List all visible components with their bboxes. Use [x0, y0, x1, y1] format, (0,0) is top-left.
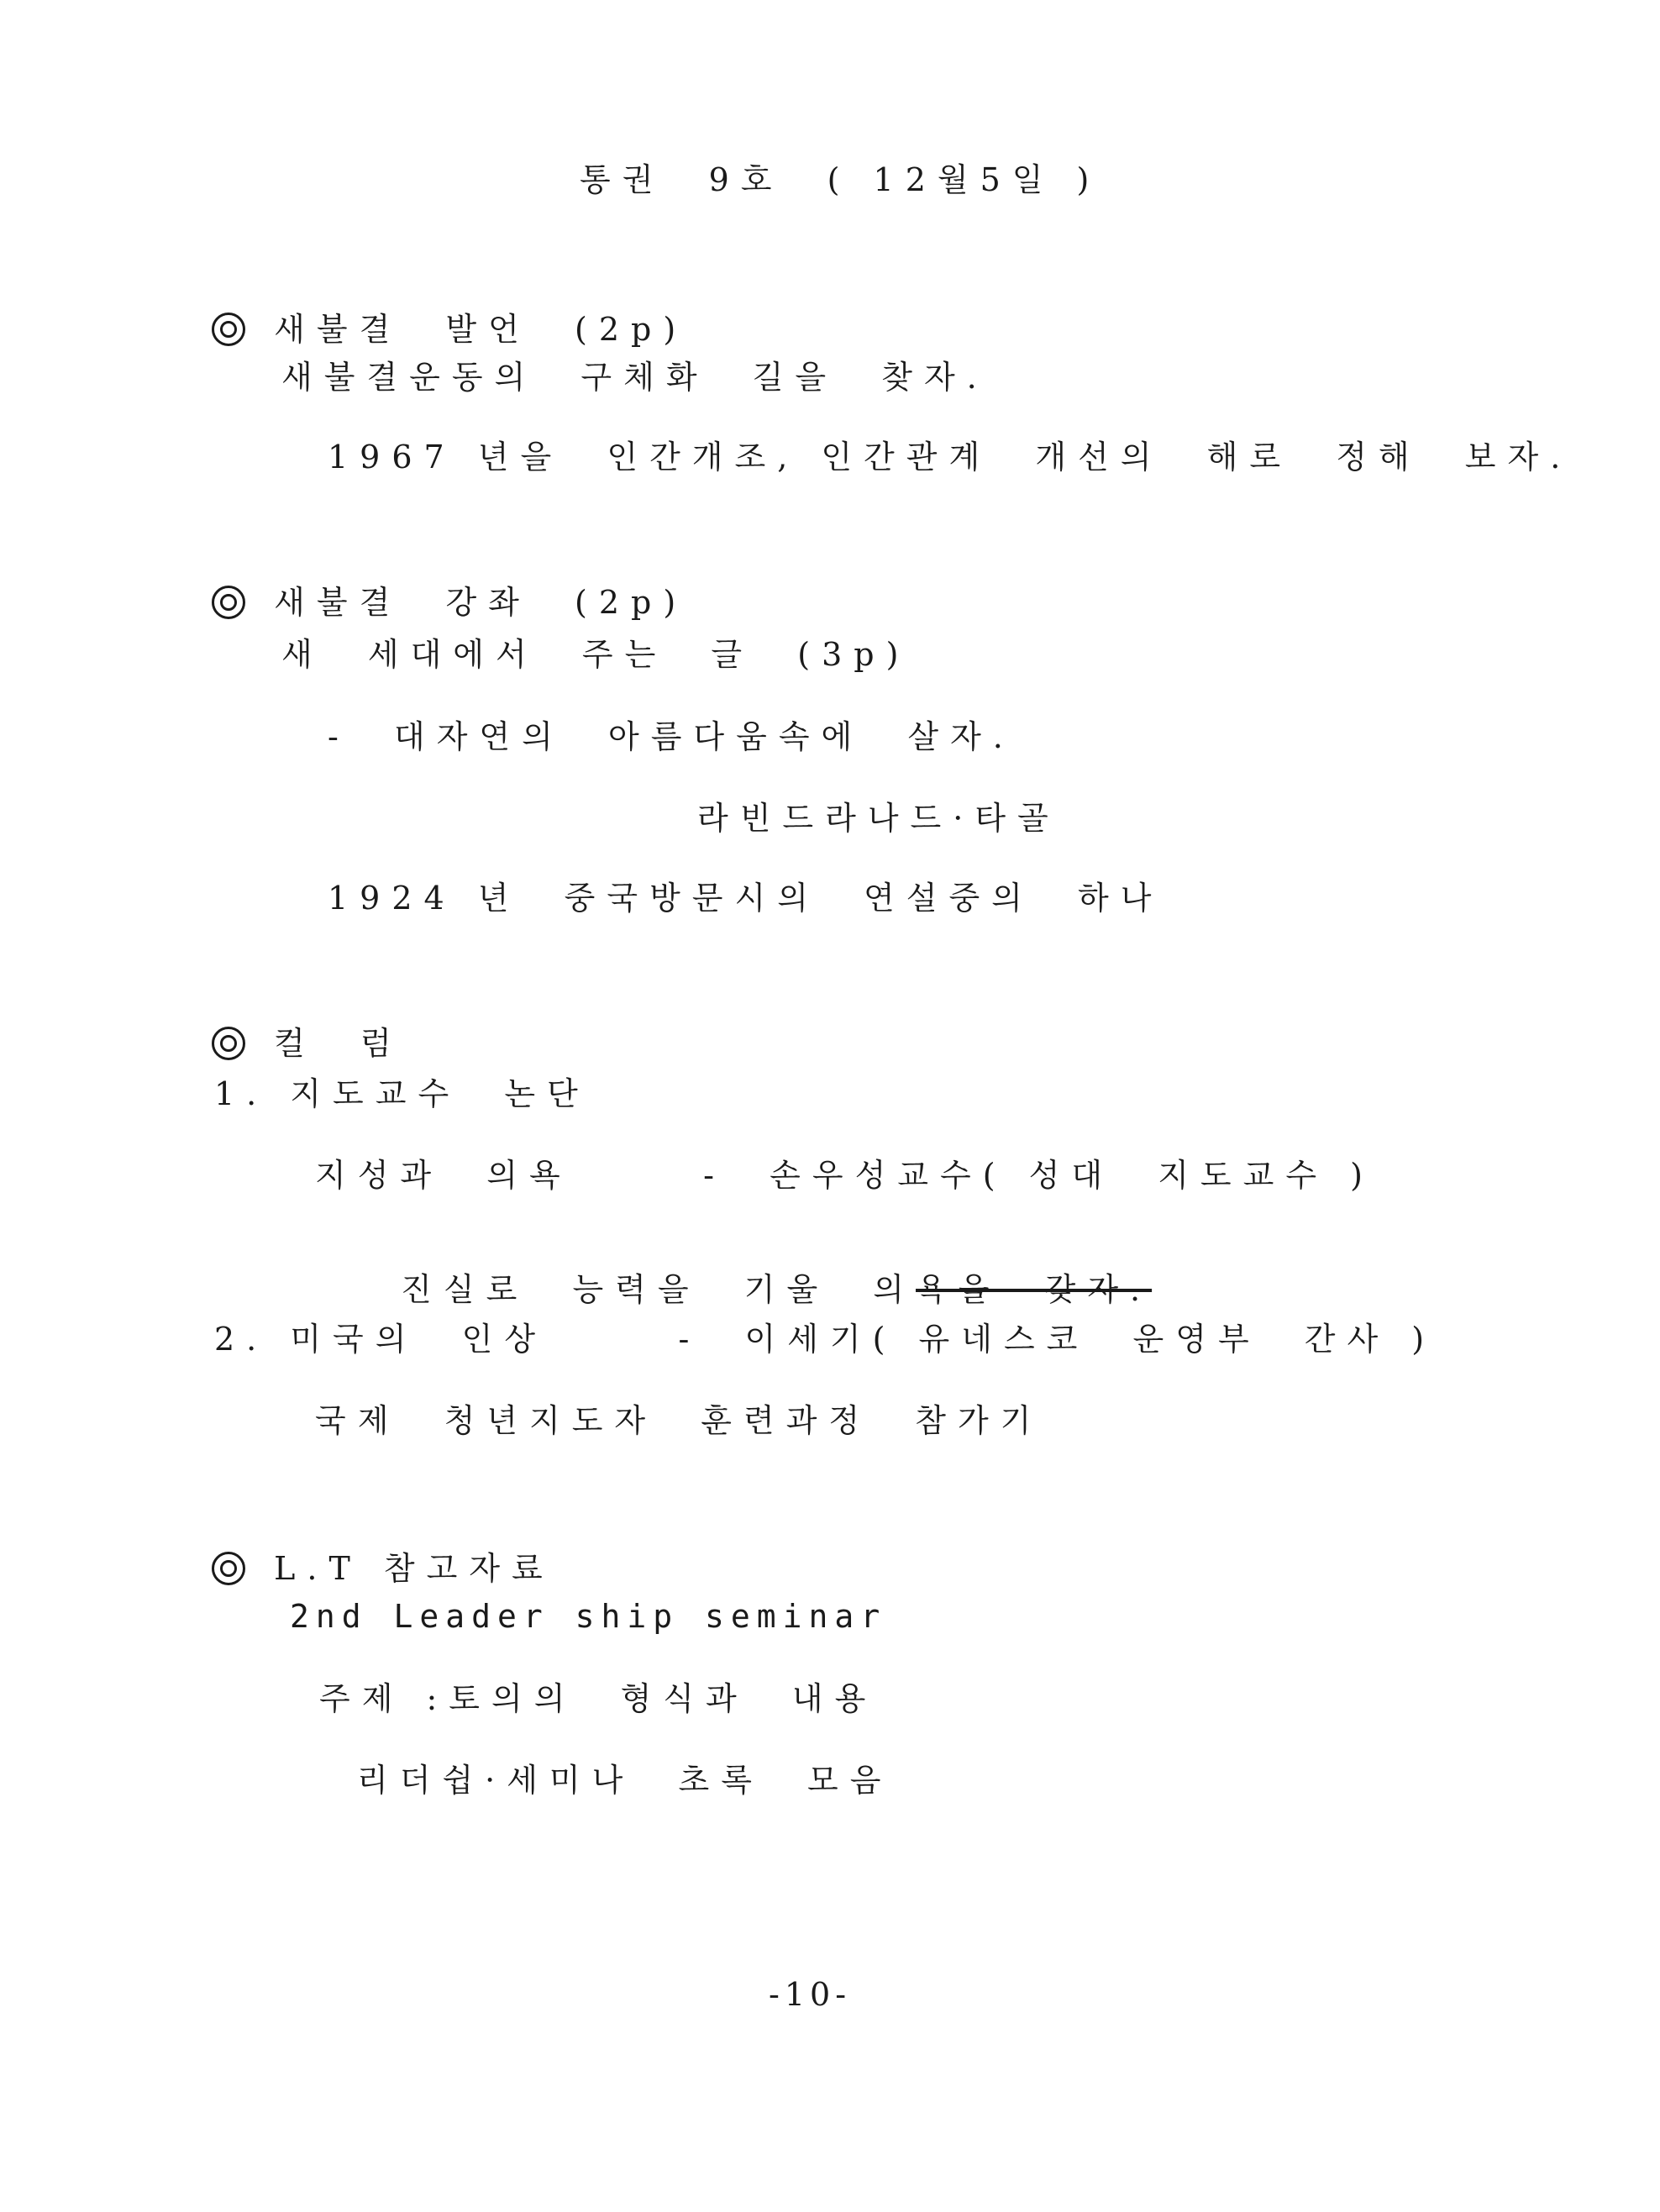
text-line: 2nd Leader ship seminar	[290, 1598, 887, 1635]
author-attribution: 라빈드라나드·타골	[697, 800, 1060, 837]
text-line: 1. 지도교수 논단	[214, 1075, 590, 1112]
text-line	[357, 1242, 1152, 1306]
text-line: 새 세대에서 주는 글 (3p)	[281, 636, 911, 673]
text-line: 새불결운동의 구체화 길을 찾자.	[281, 359, 989, 396]
section-title: 컬 럼	[274, 1025, 403, 1062]
section-title: 새불결 강좌 (2p)	[274, 584, 688, 621]
double-circle-bullet-icon	[212, 586, 245, 619]
double-circle-bullet-icon	[212, 313, 245, 346]
section-title: 새불결 발언 (2p)	[274, 311, 688, 348]
text-line: 리더쉽·세미나 초록 모음	[357, 1762, 893, 1799]
text-line: 국제 청년지도자 훈련과정 참가기	[315, 1402, 1043, 1439]
page-number: -10-	[769, 1976, 852, 2013]
section-heading	[168, 996, 403, 1064]
text-line: 주제 :토의의 형식과 내용	[319, 1680, 878, 1717]
text-line: 1967 년을 인간개조, 인간관계 개선의 해로 정해 보자.	[328, 439, 1573, 476]
double-circle-bullet-icon	[212, 1552, 245, 1585]
struck-text: 욕을 갖자.	[916, 1271, 1153, 1308]
double-circle-bullet-icon	[212, 1027, 245, 1060]
section-title: L.T 참고자료	[274, 1550, 554, 1587]
text-line: 지성과 의욕 - 손우성교수( 성대 지도교수 )	[315, 1157, 1374, 1194]
section-heading	[168, 1521, 554, 1589]
section-heading	[168, 281, 687, 349]
issue-header: 통권 9호 ( 12월5일 )	[580, 161, 1101, 198]
text-line: - 대자연의 아름다움속에 살자.	[328, 718, 1015, 755]
section-heading	[168, 554, 687, 623]
text-line: 2. 미국의 인상 - 이세기( 유네스코 운영부 간사 )	[214, 1321, 1437, 1358]
text-line: 1924 년 중국방문시의 연설중의 하나	[328, 880, 1164, 917]
text-normal: 진실로 능력을 기울 의	[401, 1271, 917, 1308]
